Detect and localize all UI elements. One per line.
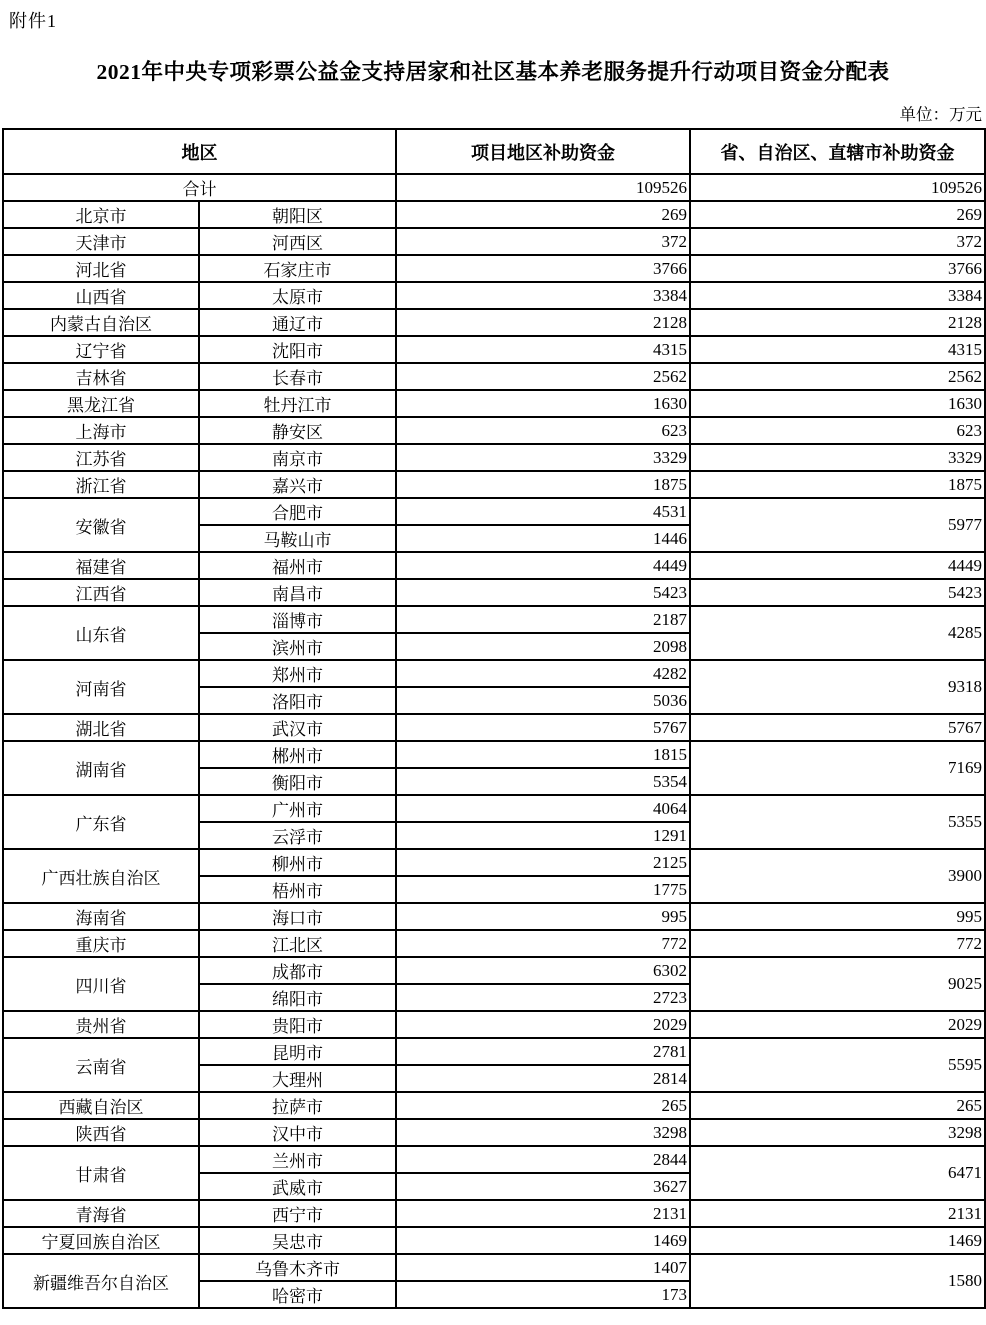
province-cell: 黑龙江省 (3, 390, 199, 417)
province-cell: 宁夏回族自治区 (3, 1227, 199, 1254)
province-amount-cell: 3766 (690, 255, 985, 282)
city-cell: 云浮市 (199, 822, 396, 849)
city-cell: 贵阳市 (199, 1011, 396, 1038)
project-amount-cell: 772 (396, 930, 690, 957)
project-amount-cell: 2131 (396, 1200, 690, 1227)
city-cell: 江北区 (199, 930, 396, 957)
header-province-subsidy: 省、自治区、直辖市补助资金 (690, 129, 985, 174)
province-group-row (3, 606, 985, 633)
city-cell: 太原市 (199, 282, 396, 309)
province-cell: 西藏自治区 (3, 1092, 199, 1119)
city-cell: 成都市 (199, 957, 396, 984)
province-cell: 青海省 (3, 1200, 199, 1227)
city-cell: 牡丹江市 (199, 390, 396, 417)
province-cell: 湖南省 (3, 741, 199, 795)
province-amount-cell: 4449 (690, 552, 985, 579)
city-cell: 乌鲁木齐市 (199, 1254, 396, 1281)
city-cell: 石家庄市 (199, 255, 396, 282)
project-amount-cell: 3329 (396, 444, 690, 471)
province-cell: 广西壮族自治区 (3, 849, 199, 903)
project-amount-cell: 995 (396, 903, 690, 930)
province-group-row (3, 363, 985, 390)
province-cell: 北京市 (3, 201, 199, 228)
city-cell: 武威市 (199, 1173, 396, 1200)
province-group-row (3, 1254, 985, 1281)
province-cell: 重庆市 (3, 930, 199, 957)
city-cell: 静安区 (199, 417, 396, 444)
project-amount-cell: 3384 (396, 282, 690, 309)
province-group-row (3, 957, 985, 984)
city-cell: 长春市 (199, 363, 396, 390)
city-cell: 海口市 (199, 903, 396, 930)
province-cell: 海南省 (3, 903, 199, 930)
province-cell: 吉林省 (3, 363, 199, 390)
province-group-row (3, 714, 985, 741)
province-group-row (3, 1038, 985, 1065)
province-group-row (3, 228, 985, 255)
province-amount-cell: 6471 (690, 1146, 985, 1200)
project-amount-cell: 5767 (396, 714, 690, 741)
province-amount-cell: 1630 (690, 390, 985, 417)
project-amount-cell: 3766 (396, 255, 690, 282)
province-amount-cell: 7169 (690, 741, 985, 795)
project-amount-cell: 4315 (396, 336, 690, 363)
project-amount-cell: 2125 (396, 849, 690, 876)
city-cell: 马鞍山市 (199, 525, 396, 552)
header-row (3, 129, 985, 174)
province-group-row (3, 417, 985, 444)
city-cell: 河西区 (199, 228, 396, 255)
province-group-row (3, 390, 985, 417)
province-cell: 山西省 (3, 282, 199, 309)
project-amount-cell: 1446 (396, 525, 690, 552)
province-amount-cell: 5767 (690, 714, 985, 741)
province-amount-cell: 372 (690, 228, 985, 255)
city-cell: 郴州市 (199, 741, 396, 768)
province-amount-cell: 623 (690, 417, 985, 444)
province-group-row (3, 741, 985, 768)
province-group-row (3, 1119, 985, 1146)
header-project-subsidy: 项目地区补助资金 (396, 129, 690, 174)
province-cell: 新疆维吾尔自治区 (3, 1254, 199, 1308)
province-group-row (3, 255, 985, 282)
province-amount-cell: 772 (690, 930, 985, 957)
project-amount-cell: 2814 (396, 1065, 690, 1092)
province-cell: 陕西省 (3, 1119, 199, 1146)
city-cell: 郑州市 (199, 660, 396, 687)
project-amount-cell: 2562 (396, 363, 690, 390)
province-group-row (3, 552, 985, 579)
city-cell: 南京市 (199, 444, 396, 471)
city-cell: 福州市 (199, 552, 396, 579)
project-amount-cell: 1407 (396, 1254, 690, 1281)
province-cell: 辽宁省 (3, 336, 199, 363)
city-cell: 柳州市 (199, 849, 396, 876)
total-province-amount: 109526 (690, 174, 985, 201)
city-cell: 拉萨市 (199, 1092, 396, 1119)
city-cell: 合肥市 (199, 498, 396, 525)
province-group-row (3, 903, 985, 930)
province-group-row (3, 1200, 985, 1227)
province-cell: 内蒙古自治区 (3, 309, 199, 336)
province-group-row (3, 930, 985, 957)
province-group-row (3, 1146, 985, 1173)
city-cell: 南昌市 (199, 579, 396, 606)
province-group-row (3, 282, 985, 309)
project-amount-cell: 2098 (396, 633, 690, 660)
province-group-row (3, 336, 985, 363)
province-cell: 天津市 (3, 228, 199, 255)
province-amount-cell: 5595 (690, 1038, 985, 1092)
city-cell: 广州市 (199, 795, 396, 822)
province-cell: 河北省 (3, 255, 199, 282)
project-amount-cell: 4531 (396, 498, 690, 525)
city-cell: 梧州市 (199, 876, 396, 903)
province-cell: 湖北省 (3, 714, 199, 741)
province-amount-cell: 3384 (690, 282, 985, 309)
total-label: 合计 (3, 174, 396, 201)
province-cell: 四川省 (3, 957, 199, 1011)
city-cell: 洛阳市 (199, 687, 396, 714)
project-amount-cell: 5423 (396, 579, 690, 606)
project-amount-cell: 265 (396, 1092, 690, 1119)
project-amount-cell: 269 (396, 201, 690, 228)
province-amount-cell: 5423 (690, 579, 985, 606)
province-group-row (3, 1011, 985, 1038)
project-amount-cell: 4282 (396, 660, 690, 687)
province-amount-cell: 2029 (690, 1011, 985, 1038)
province-amount-cell: 4315 (690, 336, 985, 363)
province-amount-cell: 5355 (690, 795, 985, 849)
province-amount-cell: 1875 (690, 471, 985, 498)
city-cell: 汉中市 (199, 1119, 396, 1146)
project-amount-cell: 4449 (396, 552, 690, 579)
province-cell: 广东省 (3, 795, 199, 849)
city-cell: 沈阳市 (199, 336, 396, 363)
project-amount-cell: 2723 (396, 984, 690, 1011)
city-cell: 武汉市 (199, 714, 396, 741)
project-amount-cell: 2844 (396, 1146, 690, 1173)
total-project-amount: 109526 (396, 174, 690, 201)
project-amount-cell: 3627 (396, 1173, 690, 1200)
project-amount-cell: 5036 (396, 687, 690, 714)
province-group-row (3, 849, 985, 876)
province-amount-cell: 2128 (690, 309, 985, 336)
province-group-row (3, 471, 985, 498)
province-group-row (3, 1092, 985, 1119)
province-cell: 贵州省 (3, 1011, 199, 1038)
project-amount-cell: 1875 (396, 471, 690, 498)
project-amount-cell: 372 (396, 228, 690, 255)
province-cell: 安徽省 (3, 498, 199, 552)
province-amount-cell: 995 (690, 903, 985, 930)
province-cell: 甘肃省 (3, 1146, 199, 1200)
city-cell: 朝阳区 (199, 201, 396, 228)
city-cell: 兰州市 (199, 1146, 396, 1173)
total-row (3, 174, 985, 201)
province-amount-cell: 3900 (690, 849, 985, 903)
province-amount-cell: 4285 (690, 606, 985, 660)
province-amount-cell: 269 (690, 201, 985, 228)
province-amount-cell: 1580 (690, 1254, 985, 1308)
project-amount-cell: 2781 (396, 1038, 690, 1065)
city-cell: 淄博市 (199, 606, 396, 633)
province-cell: 河南省 (3, 660, 199, 714)
province-cell: 浙江省 (3, 471, 199, 498)
city-cell: 哈密市 (199, 1281, 396, 1308)
province-cell: 江苏省 (3, 444, 199, 471)
header-region: 地区 (3, 129, 396, 174)
city-cell: 衡阳市 (199, 768, 396, 795)
city-cell: 吴忠市 (199, 1227, 396, 1254)
project-amount-cell: 1469 (396, 1227, 690, 1254)
province-group-row (3, 579, 985, 606)
province-amount-cell: 9025 (690, 957, 985, 1011)
province-cell: 上海市 (3, 417, 199, 444)
project-amount-cell: 623 (396, 417, 690, 444)
province-group-row (3, 660, 985, 687)
city-cell: 绵阳市 (199, 984, 396, 1011)
project-amount-cell: 2187 (396, 606, 690, 633)
allocation-table (2, 128, 986, 1309)
province-group-row (3, 309, 985, 336)
province-amount-cell: 2562 (690, 363, 985, 390)
project-amount-cell: 1775 (396, 876, 690, 903)
project-amount-cell: 2029 (396, 1011, 690, 1038)
province-group-row (3, 795, 985, 822)
province-cell: 山东省 (3, 606, 199, 660)
province-amount-cell: 3329 (690, 444, 985, 471)
city-cell: 通辽市 (199, 309, 396, 336)
province-amount-cell: 3298 (690, 1119, 985, 1146)
project-amount-cell: 1291 (396, 822, 690, 849)
project-amount-cell: 3298 (396, 1119, 690, 1146)
city-cell: 西宁市 (199, 1200, 396, 1227)
province-group-row (3, 444, 985, 471)
project-amount-cell: 1630 (396, 390, 690, 417)
unit-note: 单位：万元 (899, 105, 982, 124)
project-amount-cell: 6302 (396, 957, 690, 984)
province-amount-cell: 9318 (690, 660, 985, 714)
attachment-label: 附件1 (9, 11, 57, 31)
city-cell: 昆明市 (199, 1038, 396, 1065)
province-amount-cell: 2131 (690, 1200, 985, 1227)
province-cell: 云南省 (3, 1038, 199, 1092)
page-title: 2021年中央专项彩票公益金支持居家和社区基本养老服务提升行动项目资金分配表 (96, 60, 890, 84)
province-cell: 江西省 (3, 579, 199, 606)
province-amount-cell: 5977 (690, 498, 985, 552)
project-amount-cell: 173 (396, 1281, 690, 1308)
province-amount-cell: 1469 (690, 1227, 985, 1254)
project-amount-cell: 2128 (396, 309, 690, 336)
province-group-row (3, 498, 985, 525)
province-group-row (3, 1227, 985, 1254)
province-group-row (3, 201, 985, 228)
province-cell: 福建省 (3, 552, 199, 579)
city-cell: 滨州市 (199, 633, 396, 660)
project-amount-cell: 5354 (396, 768, 690, 795)
city-cell: 嘉兴市 (199, 471, 396, 498)
city-cell: 大理州 (199, 1065, 396, 1092)
project-amount-cell: 4064 (396, 795, 690, 822)
province-amount-cell: 265 (690, 1092, 985, 1119)
project-amount-cell: 1815 (396, 741, 690, 768)
